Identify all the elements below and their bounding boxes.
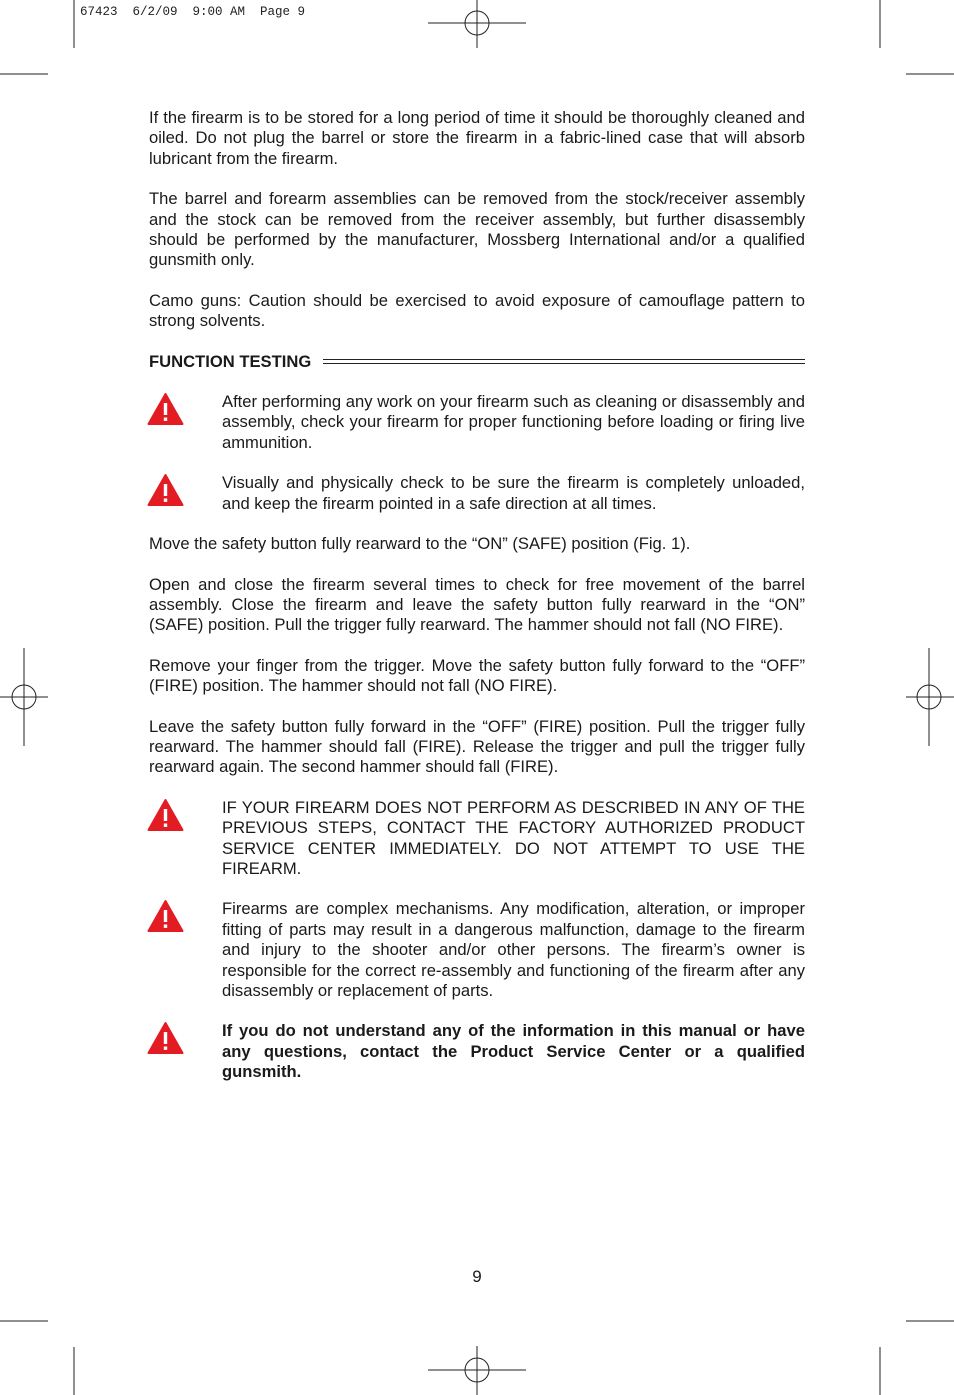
warning-block (149, 1021, 805, 1082)
warning-triangle-icon (147, 899, 184, 933)
step-paragraph: Open and close the firearm several times to check for free movement of the barrel assembly. Close the firearm and leave the safety button fully rearward in the “ON” (SAFE) position. Pull the trigger fully rearward. The hammer should not fall (NO FIRE). (149, 574, 805, 635)
step-paragraph: Remove your finger from the trigger. Move the safety button fully forward to the “OFF” (FIRE) position. The hammer should not fall (NO FIRE). (149, 655, 805, 696)
disassembly-paragraph: The barrel and forearm assemblies can be removed from the stock/receiver assembly and the stock can be removed from the receiver assembly, but further disassembly should be performed by the manufacturer, Mossberg International and/or a qualified gunsmith only. (149, 189, 805, 270)
registration-crosshair-icon (428, 1346, 526, 1395)
registration-crosshair-icon (906, 648, 954, 746)
step-paragraph: Leave the safety button fully forward in the “OFF” (FIRE) position. Pull the trigger fully rearward. The hammer should fall (FIRE). Release the trigger and pull the trigger fully rearward again. The second hammer should fall (FIRE). (149, 716, 805, 777)
warning-text: After performing any work on your firearm such as cleaning or disassembly and assembly, check your firearm for proper functioning before loading or firing live ammunition. (222, 392, 805, 452)
warning-triangle-icon (147, 798, 184, 832)
camo-paragraph: Camo guns: Caution should be exercised to avoid exposure of camouflage pattern to strong solvents. (149, 290, 805, 331)
heading-double-rule (323, 359, 805, 364)
storage-paragraph: If the firearm is to be stored for a long period of time it should be thoroughly cleaned and oiled. Do not plug the barrel or store the firearm in a fabric-lined case that will absorb lubricant from the firearm. (149, 108, 805, 168)
warning-text: Firearms are complex mechanisms. Any modification, alteration, or improper fitting of parts may result in a dangerous malfunction, damage to the firearm and injury to the shooter and/or other persons. The firearm’s owner is responsible for the correct re-assembly and functioning of the firearm after any disassembly or replacement of parts. (222, 899, 805, 1000)
warning-triangle-icon (147, 392, 184, 426)
warning-block (149, 392, 805, 453)
warning-text: IF YOUR FIREARM DOES NOT PERFORM AS DESCRIBED IN ANY OF THE PREVIOUS STEPS, CONTACT THE FACTORY AUTHORIZED PRODUCT SERVICE CENTER IMMEDIATELY. DO NOT ATTEMPT TO USE THE FIREARM. (222, 797, 805, 878)
print-slug-line: 67423 6/2/09 9:00 AM Page 9 (80, 5, 306, 19)
warning-block (149, 473, 805, 514)
page-number: 9 (472, 1267, 482, 1286)
warning-text-bold: If you do not understand any of the information in this manual or have any questions, contact the Product Service Center or a qualified gunsmith. (222, 1021, 805, 1082)
warning-triangle-icon (147, 1021, 184, 1055)
warning-text: Visually and physically check to be sure the firearm is completely unloaded, and keep the firearm pointed in a safe direction at all times. (222, 473, 805, 513)
registration-crosshair-icon (428, 0, 526, 48)
section-heading: FUNCTION TESTING (149, 351, 312, 371)
step-paragraph: Move the safety button fully rearward to the “ON” (SAFE) position (Fig. 1). (149, 534, 691, 554)
section-heading-row (149, 352, 805, 372)
warning-triangle-icon (147, 473, 184, 507)
warning-block (149, 899, 805, 1001)
warning-block (149, 798, 805, 880)
page-body (149, 108, 805, 1103)
registration-crosshair-icon (0, 648, 48, 746)
